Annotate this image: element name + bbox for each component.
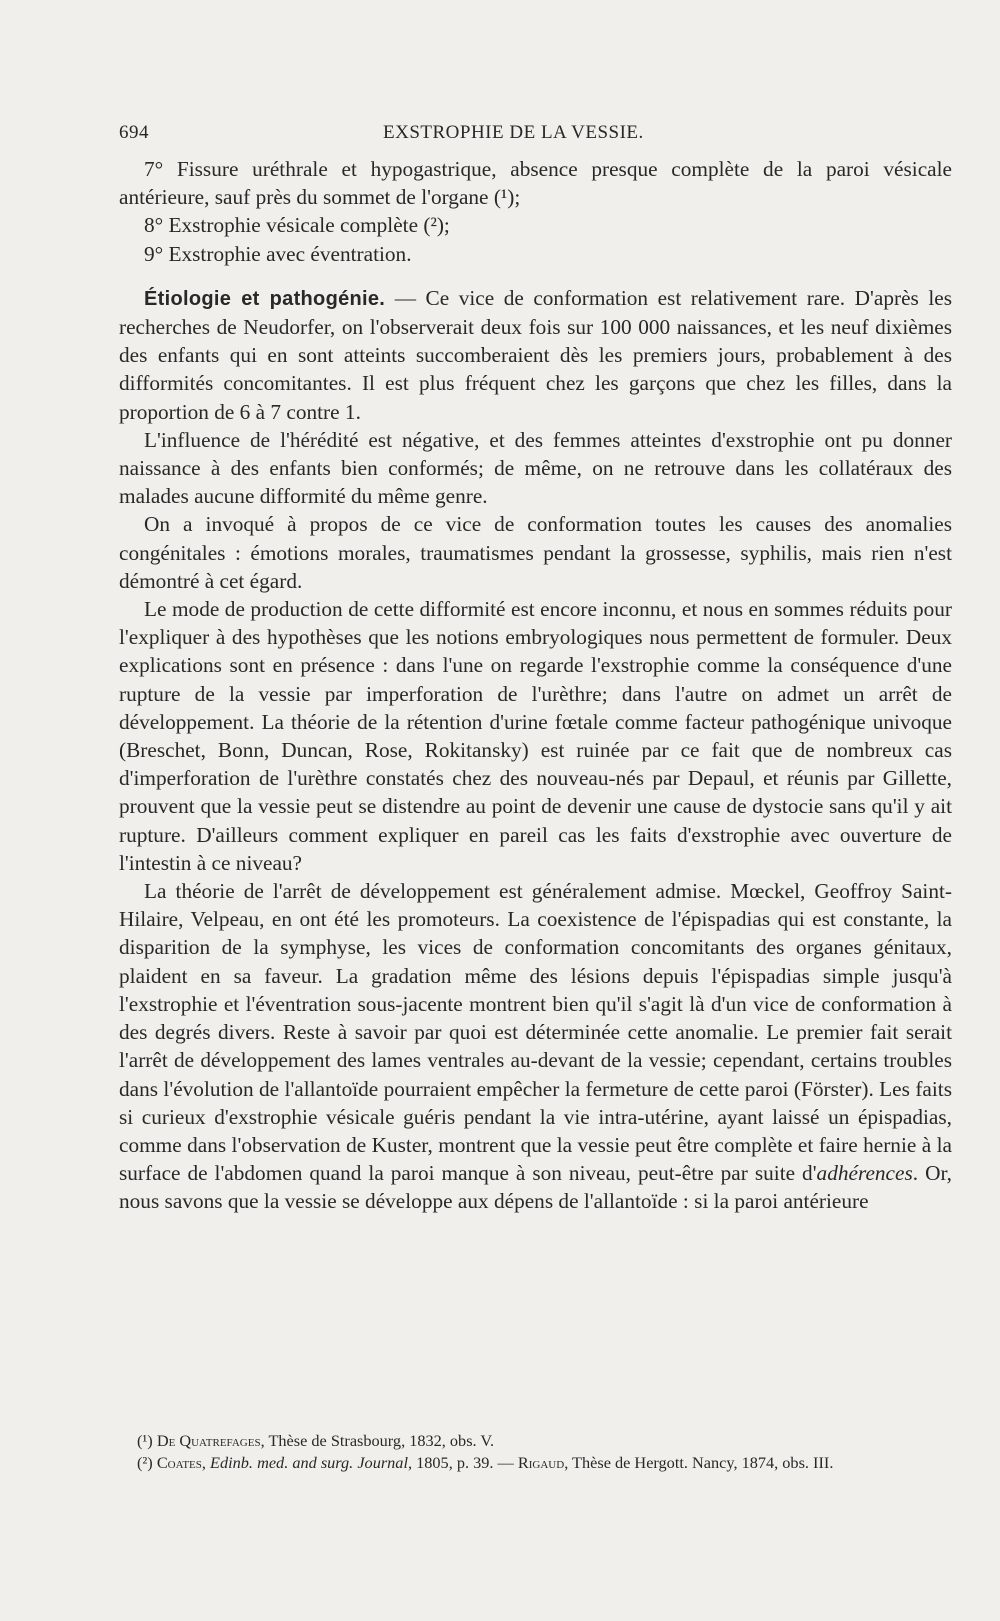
footnote-text: , Thèse de Strasbourg, 1832, obs. V. xyxy=(260,1431,495,1450)
italic-term: adhérences xyxy=(816,1161,913,1186)
footnote-journal: Edinb. med. and surg. Journal xyxy=(210,1453,408,1472)
list-item: 8° Exstrophie vésicale complète (²); xyxy=(144,213,450,238)
footnotes xyxy=(119,1430,952,1474)
paragraph: L'influence de l'hérédité est négative, et des femmes atteintes d'exstrophie ont pu donner naissance à des enfants bien conformés; de même, on ne retrouve dans les collatéraux des malades aucune difformité du même genre. xyxy=(119,427,952,509)
footnote-author: De Quatrefages xyxy=(156,1431,261,1450)
paragraph-text: . Or, nous savons que la vessie se développe aux dépens de l'allantoïde : si la paroi antérieure xyxy=(119,1161,953,1214)
list-item: 7° Fissure uréthrale et hypogastrique, absence presque complète de la paroi vésicale antérieure, sauf près du sommet de l'organe (¹); xyxy=(119,157,952,210)
body-text xyxy=(119,155,952,1216)
paragraph-text: — Ce vice de conformation est relativement rare. D'après les recherches de Neudorfer, on l'observerait deux fois sur 100 000 naissances, et les neuf dixièmes des enfants qui en sont atteints succomberaient dès les premiers jours, probablement à des difformités concomitantes. Il est plus fréquent chez les garçons que chez les filles, dans la proportion de 6 à 7 contre 1. xyxy=(119,285,952,424)
running-title: EXSTROPHIE DE LA VESSIE. xyxy=(383,122,644,143)
paragraph xyxy=(119,877,952,1215)
footnote-mark: (¹) xyxy=(137,1431,153,1450)
paragraph-text: La théorie de l'arrêt de développement est généralement admise. Mœckel, Geoffroy Saint-Hilaire, Velpeau, en ont été les promoteurs. La coexistence de l'épispadias qui est constante, la disparition de la symphyse, les vices de conformation concomitants des organes génitaux, plaident en sa faveur. La gradation même des lésions depuis l'épispadias simple jusqu'à l'exstrophie et l'éventration sous-jacente montrent bien qu'il s'agit là d'un vice de conformation à des degrés divers. Reste à savoir par quoi est déterminée cette anomalie. Le premier fait serait l'arrêt de développement des lames ventrales au-devant de la vessie; cependant, certains troubles dans l'évolution de l'allantoïde pourraient empêcher la fermeture de cette paroi (Förster). Les faits si curieux d'exstrophie vésicale guéris pendant la vie intra-utérine, ayant laissé un épispadias, comme dans l'observation de Kuster, montrent que la vessie peut être complète et faire hernie à la surface de l'abdomen quand la paroi manque à son niveau, peut-être par suite d' xyxy=(119,879,952,1186)
footnote-text: , Thèse de Hergott. Nancy, 1874, obs. III. xyxy=(564,1453,834,1472)
footnote-separator: , xyxy=(201,1453,211,1472)
page-number: 694 xyxy=(119,122,149,143)
footnote-text: , 1805, p. 39. — xyxy=(407,1453,518,1472)
list-item: 9° Exstrophie avec éventration. xyxy=(144,241,412,266)
section-heading: Étiologie et pathogénie. xyxy=(144,287,386,310)
footnote-author: Rigaud xyxy=(517,1453,565,1472)
footnote-mark: (²) xyxy=(137,1453,153,1472)
footnote-1 xyxy=(119,1430,952,1452)
footnote-author: Coates xyxy=(156,1453,202,1472)
footnote-2 xyxy=(119,1452,952,1474)
paragraph: Le mode de production de cette difformité est encore inconnu, et nous en sommes réduits pour l'expliquer à des hypothèses que les notions embryologiques nous permettent de formuler. Deux explications sont en présence : dans l'une on regarde l'exstrophie comme la conséquence d'une rupture de la vessie par imperforation de l'urèthre; dans l'autre on admet un arrêt de développement. La théorie de la rétention d'urine fœtale comme facteur pathogénique univoque (Breschet, Bonn, Duncan, Rose, Rokitansky) est ruinée par ce fait que de nombreux cas d'imperforation de l'urèthre constatés chez des nouveau-nés par Depaul, et réunis par Gillette, prouvent que la vessie peut se distendre au point de devenir une cause de dystocie sans qu'il y ait rupture. D'ailleurs comment expliquer en pareil cas les faits d'exstrophie avec ouverture de l'intestin à ce niveau? xyxy=(119,597,952,875)
section-paragraph xyxy=(119,284,952,426)
paragraph: On a invoqué à propos de ce vice de conformation toutes les causes des anomalies congénitales : émotions morales, traumatismes pendant la grossesse, syphilis, mais rien n'est démontré à cet égard. xyxy=(119,512,952,593)
